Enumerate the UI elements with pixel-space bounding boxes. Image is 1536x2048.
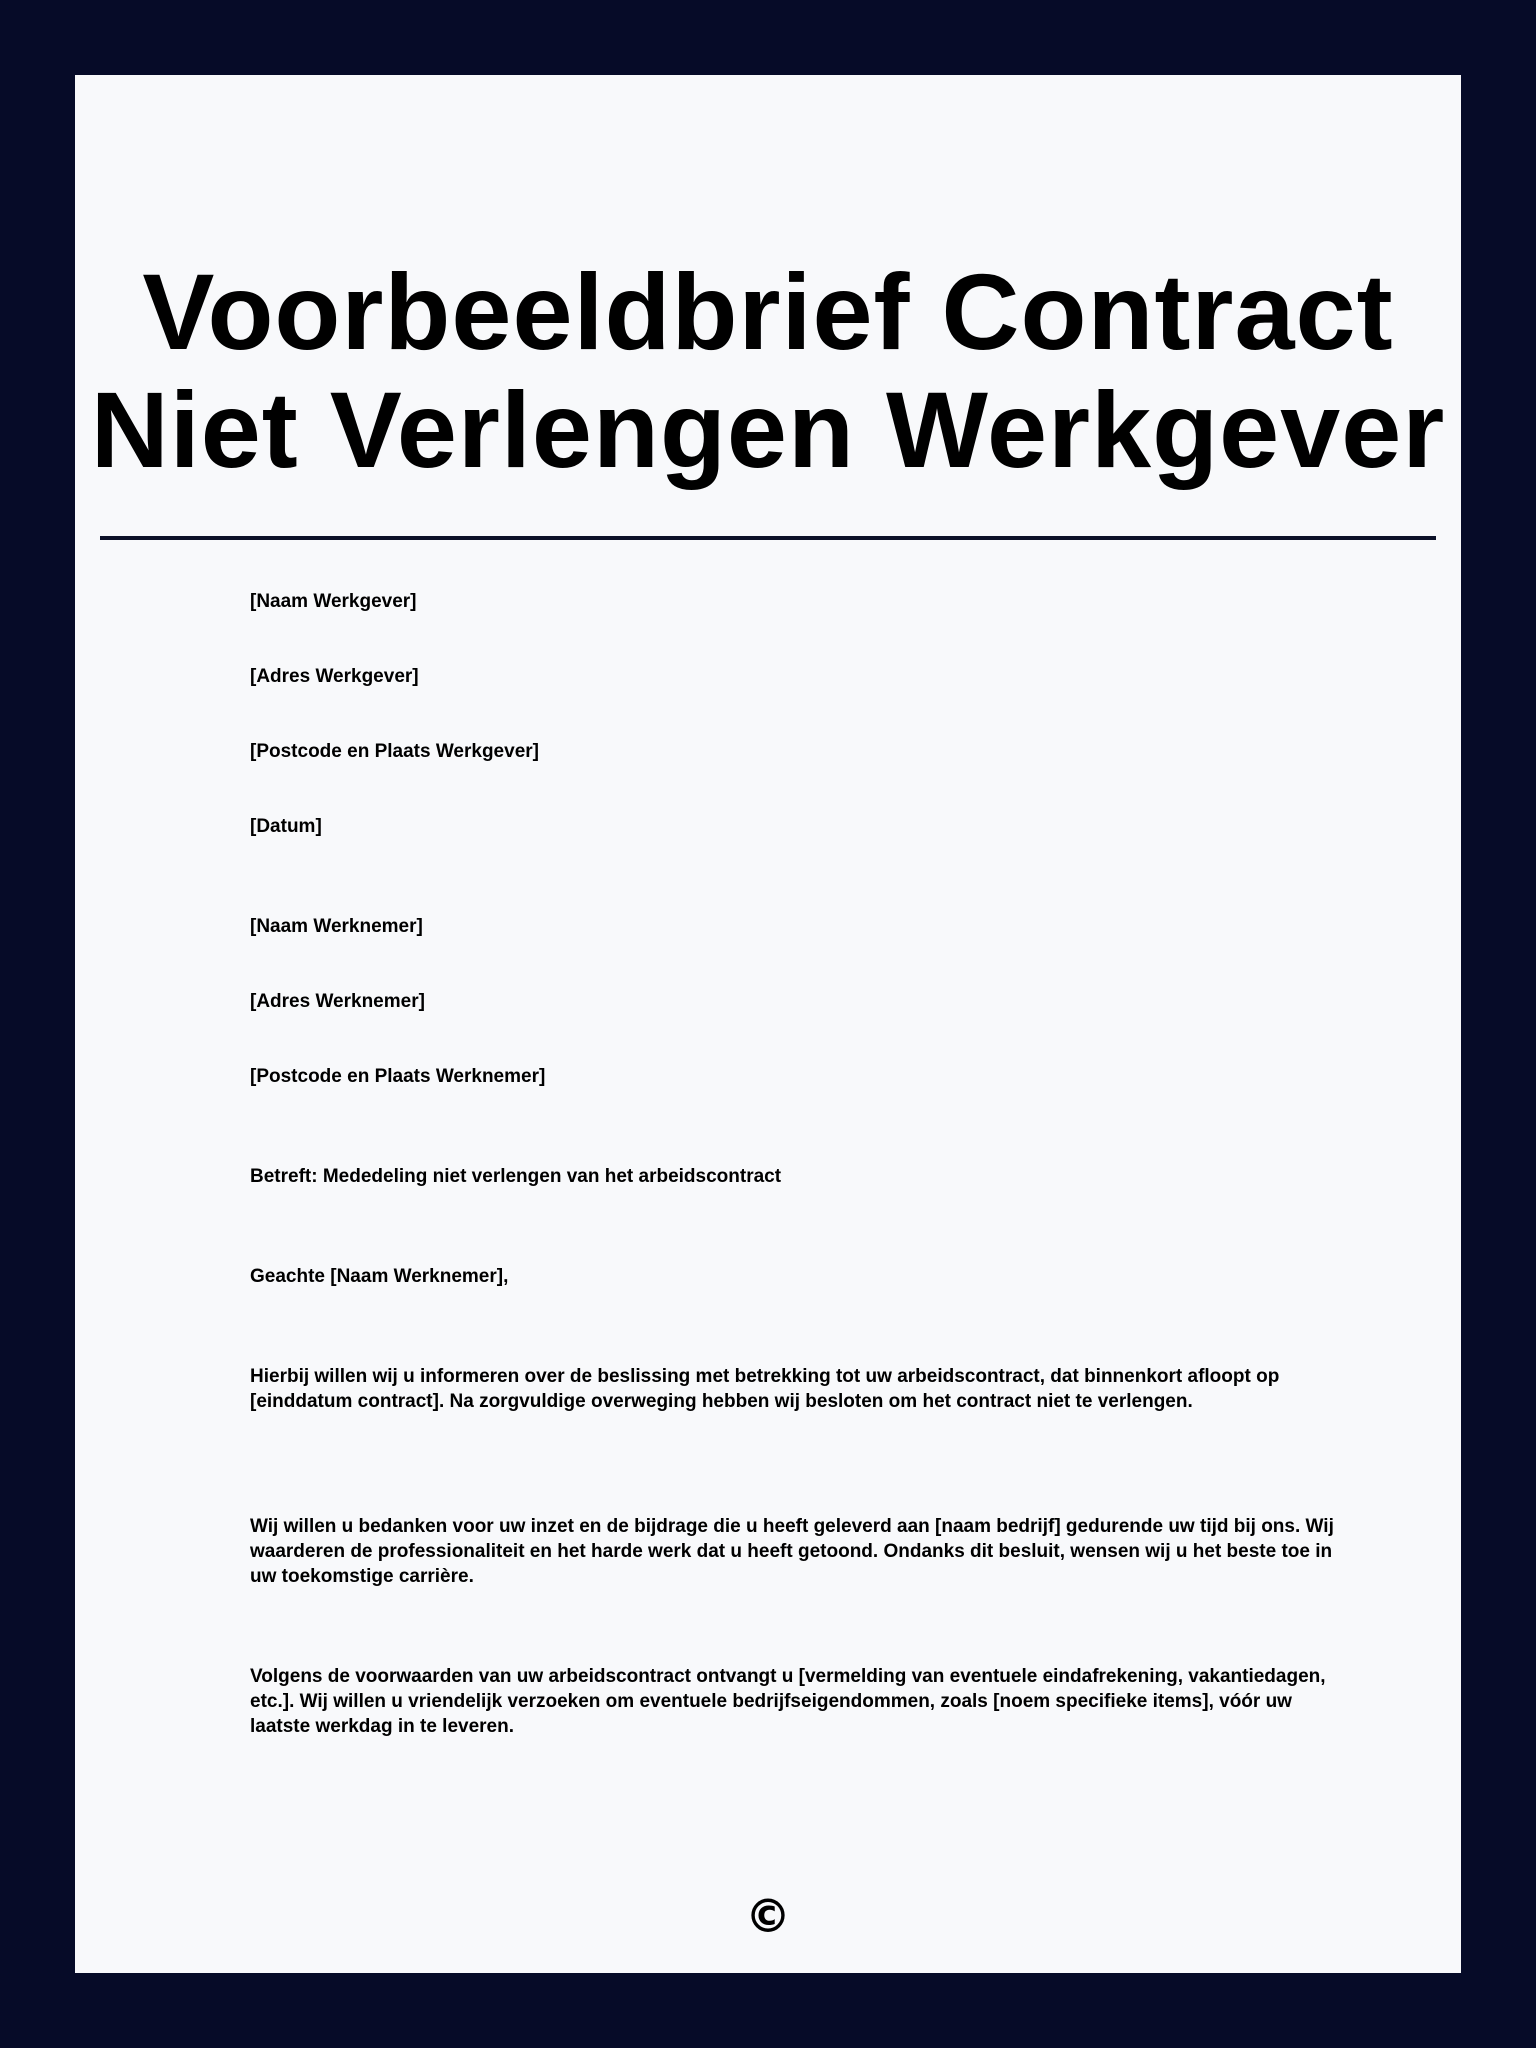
letter-page [75, 75, 1461, 1973]
letter-paragraph: Volgens de voorwaarden van uw arbeidscontract ontvangt u [vermelding van eventuele eindafrekening, vakantiedagen, etc.]. Wij willen u vriendelijk verzoeken om eventuele bedrijfseigendommen, zoals [noem specifieke items], vóór uw laatste werkdag in te leveren. [250, 1666, 1326, 1737]
employee-address: [Adres Werknemer] [250, 991, 425, 1012]
letter-paragraph: Wij willen u bedanken voor uw inzet en de bijdrage die u heeft geleverd aan [naam bedrijf] gedurende uw tijd bij ons. Wij waarderen de professionaliteit en het harde werk dat u heeft getoond. Ondanks dit besluit, wensen wij u het beste toe in uw toekomstige carrière. [250, 1516, 1334, 1587]
copyright-symbol: © [745, 1889, 791, 1943]
title-divider [100, 536, 1436, 540]
employee-name: [Naam Werknemer] [250, 916, 423, 937]
letter-salutation: Geachte [Naam Werknemer], [250, 1266, 509, 1287]
employee-postcode-city: [Postcode en Plaats Werknemer] [250, 1066, 546, 1087]
letter-subject: Betreft: Mededeling niet verlengen van het arbeidscontract [250, 1166, 782, 1187]
page-title: Voorbeeldbrief Contract Niet Verlengen Werkgever [90, 251, 1446, 490]
letter-date: [Datum] [250, 816, 322, 837]
employer-postcode-city: [Postcode en Plaats Werkgever] [250, 741, 539, 762]
employer-address: [Adres Werkgever] [250, 666, 419, 687]
letter-paragraph: Hierbij willen wij u informeren over de beslissing met betrekking tot uw arbeidscontract, dat binnenkort afloopt op [einddatum contract]. Na zorgvuldige overweging hebben wij besloten om het contract niet te verlengen. [250, 1366, 1280, 1412]
employer-name: [Naam Werkgever] [250, 591, 417, 612]
